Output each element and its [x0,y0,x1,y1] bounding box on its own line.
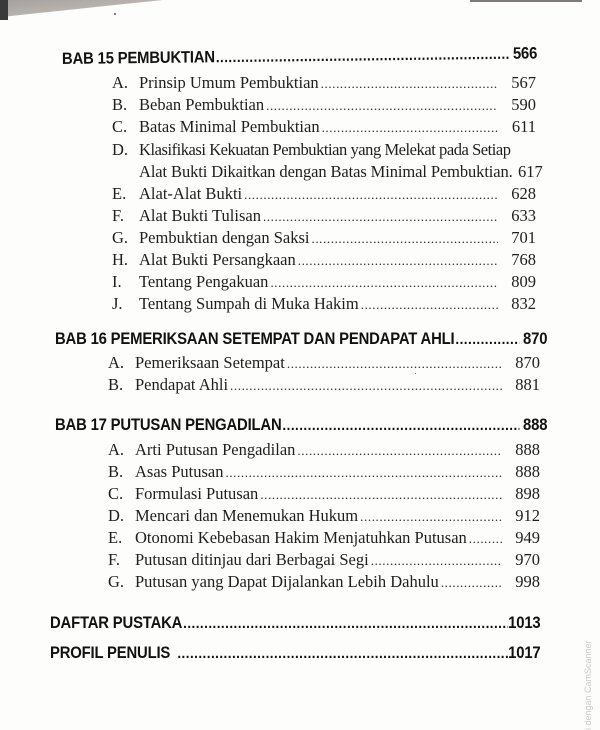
section-letter: H. [112,250,129,269]
section-letter: G. [108,572,125,591]
toc-section[interactable] [108,506,540,526]
section-letter: D. [112,140,129,159]
chapter-page: 566 [512,44,538,63]
dust-speck [114,13,116,15]
toc-section[interactable] [112,140,536,160]
section-title: Tentang Pengakuan [139,272,269,291]
section-title: Pendapat Ahli [135,375,229,394]
leader-dots [225,465,502,481]
section-letter: J. [112,294,123,313]
section-letter: A. [108,353,125,372]
scan-shadow-corner [0,0,8,20]
section-letter: E. [108,528,123,547]
section-page: 611 [511,117,536,136]
scan-shadow-left [0,0,162,18]
toc-section-continuation[interactable] [139,162,543,182]
toc-section[interactable] [112,206,536,226]
section-title: Formulasi Putusan [135,484,259,503]
leader-dots [322,120,498,136]
section-letter: C. [112,117,128,136]
toc-section[interactable] [112,117,536,137]
back-matter-title: PROFIL PENULIS [50,644,171,662]
toc-profil-penulis[interactable] [50,644,541,663]
toc-section[interactable] [112,184,536,204]
toc-section[interactable] [112,228,536,248]
leader-dots [287,356,502,372]
leader-dots [297,443,502,459]
section-title: Beban Pembuktian [139,95,265,114]
leader-dots [371,553,502,569]
toc-section[interactable] [108,375,540,395]
leader-dots [321,76,498,92]
toc-section[interactable] [112,250,536,270]
section-title: Klasifikasi Kekuatan Pembuktian yang Melekat pada Setiap [139,140,511,159]
leader-dots [441,575,502,591]
leader-dots [455,331,519,348]
section-letter: B. [108,462,124,481]
scanner-watermark: i dengan CamScanner [583,640,593,730]
chapter-title: BAB 17 PUTUSAN PENGADILAN [55,416,282,434]
section-letter: C. [108,484,124,503]
section-page: 888 [515,440,540,459]
section-letter: B. [108,375,124,394]
toc-section[interactable] [108,353,540,373]
toc-section[interactable] [108,440,540,460]
chapter-page: 870 [523,330,548,348]
section-letter: F. [112,206,124,225]
leader-dots [266,98,498,114]
leader-dots [260,487,502,503]
section-title: Prinsip Umum Pembuktian [139,73,319,92]
leader-dots [263,209,498,225]
section-page: 628 [511,184,536,203]
section-letter: A. [112,73,129,92]
section-title-line2: Alat Bukti Dikaitkan dengan Batas Minimal Pembuktian. [139,162,513,181]
toc-section[interactable] [112,73,536,93]
toc-section[interactable] [108,550,540,570]
section-page: 567 [511,73,536,92]
leader-dots [361,297,498,313]
leader-dots [469,531,502,547]
toc-chapter-15[interactable] [62,44,537,69]
chapter-title: BAB 16 PEMERIKSAAN SETEMPAT DAN PENDAPAT AHLI [55,330,455,348]
leader-dots [183,615,508,632]
section-title: Putusan yang Dapat Dijalankan Lebih Dahulu [135,572,439,591]
toc-section[interactable] [108,528,540,548]
section-page: 998 [515,572,540,591]
section-title: Arti Putusan Pengadilan [135,440,296,459]
toc-section[interactable] [108,572,540,592]
back-matter-title: DAFTAR PUSTAKA [50,614,183,632]
section-title: Alat Bukti Tulisan [139,206,261,225]
section-page: 633 [511,206,536,225]
section-page: 970 [515,550,540,569]
section-page: 888 [515,462,540,481]
toc-chapter-16[interactable] [55,330,547,349]
section-title: Batas Minimal Pembuktian [139,117,320,136]
leader-dots [230,378,502,394]
leader-dots [282,417,519,434]
section-letter: D. [108,506,125,525]
section-title: Alat-Alat Bukti [139,184,243,203]
section-title: Putusan ditinjau dari Berbagai Segi [135,550,369,569]
leader-dots [311,231,498,247]
section-page: 701 [511,228,536,247]
leader-dots [270,275,498,291]
section-letter: B. [112,95,128,114]
chapter-title: BAB 15 PEMBUKTIAN [61,48,215,68]
leader-dots [360,509,502,525]
section-title: Alat Bukti Persangkaan [139,250,296,269]
toc-section[interactable] [108,462,540,482]
section-title: Otonomi Kebebasan Hakim Menjatuhkan Putusan [135,528,467,547]
toc-section[interactable] [112,272,536,292]
leader-dots [244,187,498,203]
section-letter: A. [108,440,125,459]
toc-section[interactable] [112,95,536,115]
leader-dots [298,253,498,269]
toc-section[interactable] [112,294,536,314]
section-title: Asas Putusan [135,462,224,481]
back-matter-page: 1017 [508,644,541,662]
section-page: 912 [515,506,540,525]
dust-speck [415,373,416,374]
section-page: 898 [515,484,540,503]
chapter-page: 888 [523,416,548,434]
section-page: 809 [511,272,536,291]
toc-chapter-17[interactable] [55,416,547,435]
section-page: 870 [515,353,540,372]
section-title: Mencari dan Menemukan Hukum [135,506,359,525]
section-page: 617 [517,162,543,181]
section-title: Pemeriksaan Setempat [135,353,285,372]
section-page: 768 [511,250,536,269]
section-letter: F. [108,550,120,569]
leader-dots [177,645,508,662]
toc-daftar-pustaka[interactable] [50,614,541,633]
scan-shadow-right [470,0,582,2]
section-page: 832 [511,294,536,313]
section-letter: G. [112,228,129,247]
back-matter-page: 1013 [508,614,541,632]
section-page: 949 [515,528,540,547]
section-letter: E. [112,184,127,203]
section-title: Tentang Sumpah di Muka Hakim [139,294,359,313]
leader-dots [216,46,510,66]
section-page: 590 [511,95,536,114]
section-letter: I. [112,272,122,291]
toc-section[interactable] [108,484,540,504]
section-page: 881 [515,375,540,394]
section-title: Pembuktian dengan Saksi [139,228,310,247]
